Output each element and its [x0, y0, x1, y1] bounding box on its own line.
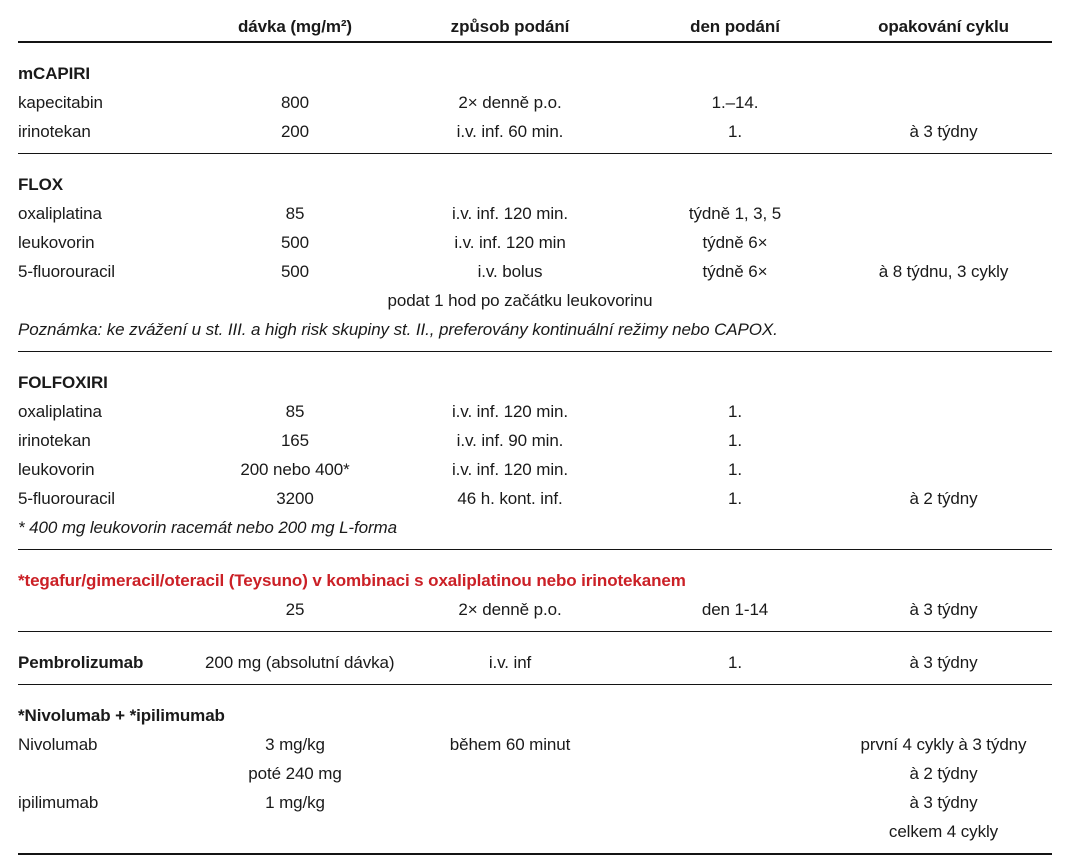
cell-dose: 3200 — [276, 488, 314, 508]
table-row — [18, 397, 1052, 426]
cell-administration: během 60 minut — [449, 734, 571, 754]
cell-day: 1. — [728, 121, 742, 141]
section-title: *Nivolumab + *ipilimumab — [18, 706, 225, 725]
section-title: FLOX — [18, 175, 63, 194]
table-row — [18, 426, 1052, 455]
table-rule-thin — [18, 684, 1052, 685]
cell-administration: i.v. inf. 90 min. — [456, 430, 564, 450]
cell-day: týdně 6× — [702, 232, 768, 252]
cell-dose: 3 mg/kg — [265, 734, 325, 754]
cell-administration: i.v. bolus — [477, 261, 543, 281]
cell-administration: i.v. inf. 120 min. — [452, 401, 568, 421]
table-row — [18, 648, 1052, 677]
cell-day: 1. — [728, 652, 742, 672]
cell-cycle-repeat: à 8 týdnu, 3 cykly — [878, 261, 1009, 281]
cell-cycle-repeat: à 2 týdny — [909, 488, 978, 508]
cell-dose: 85 — [285, 401, 305, 421]
cell-drug-name: Pembrolizumab — [18, 652, 144, 672]
cell-dose: 165 — [280, 430, 310, 450]
cell-drug-name: kapecitabin — [18, 92, 103, 112]
footnote-row: Poznámka: ke zvážení u st. III. a high risk skupiny st. II., preferovány kontinuální režimy nebo CAPOX. — [18, 320, 778, 339]
table-row — [18, 484, 1052, 513]
cell-dose: poté 240 mg — [248, 763, 342, 783]
cell-drug-name: leukovorin — [18, 232, 95, 252]
note-centered-text: podat 1 hod po začátku leukovorinu — [387, 290, 653, 310]
cell-cycle-repeat: à 3 týdny — [909, 599, 978, 619]
table-row — [18, 730, 1052, 759]
section-title: mCAPIRI — [18, 64, 91, 83]
table-row — [18, 788, 1052, 817]
cell-dose: 500 — [280, 261, 310, 281]
table-row — [18, 117, 1052, 146]
cell-drug-name: Nivolumab — [18, 734, 98, 754]
cell-cycle-repeat: celkem 4 cykly — [888, 821, 999, 841]
cell-drug-name: 5-fluorouracil — [18, 261, 115, 281]
table-rule-thin — [18, 153, 1052, 154]
cell-day: týdně 6× — [702, 261, 768, 281]
cell-administration: i.v. inf. 60 min. — [456, 121, 564, 141]
chemotherapy-regimen-table — [18, 14, 1052, 855]
cell-administration: 2× denně p.o. — [458, 92, 562, 112]
table-row — [18, 88, 1052, 117]
cell-administration: i.v. inf — [488, 652, 532, 672]
cell-day: den 1-14 — [701, 599, 769, 619]
table-row — [18, 257, 1052, 286]
column-header-cycle-repeat: opakování cyklu — [878, 17, 1009, 36]
cell-drug-name: oxaliplatina — [18, 203, 102, 223]
cell-dose: 25 — [285, 599, 305, 619]
cell-day: 1. — [728, 488, 742, 508]
table-row — [18, 455, 1052, 484]
table-row — [18, 228, 1052, 257]
cell-day: 1.–14. — [711, 92, 759, 112]
cell-day: 1. — [728, 430, 742, 450]
cell-day: týdně 1, 3, 5 — [688, 203, 782, 223]
cell-dose: 200 nebo 400* — [240, 459, 350, 479]
cell-drug-name: irinotekan — [18, 121, 91, 141]
cell-drug-name: oxaliplatina — [18, 401, 102, 421]
cell-dose: 1 mg/kg — [265, 792, 325, 812]
cell-cycle-repeat: à 2 týdny — [909, 763, 978, 783]
table-row — [18, 817, 1052, 846]
cell-drug-name: ipilimumab — [18, 792, 99, 812]
section-title: *tegafur/gimeracil/oteracil (Teysuno) v kombinaci s oxaliplatinou nebo irinotekanem — [18, 571, 686, 590]
cell-administration: 2× denně p.o. — [458, 599, 562, 619]
table-row — [18, 759, 1052, 788]
table-rule-thin — [18, 549, 1052, 550]
cell-cycle-repeat: à 3 týdny — [909, 792, 978, 812]
cell-cycle-repeat: à 3 týdny — [909, 652, 978, 672]
note-row — [18, 286, 1052, 315]
cell-cycle-repeat: první 4 cykly à 3 týdny — [860, 734, 1027, 754]
table-rule-thick — [18, 853, 1052, 855]
section-title: FOLFOXIRI — [18, 373, 108, 392]
cell-day: 1. — [728, 401, 742, 421]
table-rule-thin — [18, 631, 1052, 632]
cell-dose: 200 — [280, 121, 310, 141]
column-header-row — [18, 14, 1052, 40]
cell-administration: 46 h. kont. inf. — [457, 488, 563, 508]
cell-administration: i.v. inf. 120 min — [454, 232, 566, 252]
column-header-administration: způsob podání — [450, 17, 570, 36]
column-header-day: den podání — [690, 17, 780, 36]
cell-dose: 200 mg (absolutní dávka) — [205, 652, 395, 672]
table-rule-thin — [18, 351, 1052, 352]
cell-drug-name: irinotekan — [18, 430, 91, 450]
cell-dose: 800 — [280, 92, 310, 112]
cell-dose: 85 — [285, 203, 305, 223]
table-row — [18, 595, 1052, 624]
footnote-row: * 400 mg leukovorin racemát nebo 200 mg L-forma — [18, 518, 397, 537]
cell-day: 1. — [728, 459, 742, 479]
column-header-dose: dávka (mg/m²) — [238, 17, 352, 36]
cell-administration: i.v. inf. 120 min. — [452, 203, 568, 223]
cell-dose: 500 — [280, 232, 310, 252]
cell-drug-name: 5-fluorouracil — [18, 488, 115, 508]
cell-cycle-repeat: à 3 týdny — [909, 121, 978, 141]
cell-administration: i.v. inf. 120 min. — [452, 459, 568, 479]
table-rule-thick — [18, 41, 1052, 43]
cell-drug-name: leukovorin — [18, 459, 95, 479]
table-row — [18, 199, 1052, 228]
